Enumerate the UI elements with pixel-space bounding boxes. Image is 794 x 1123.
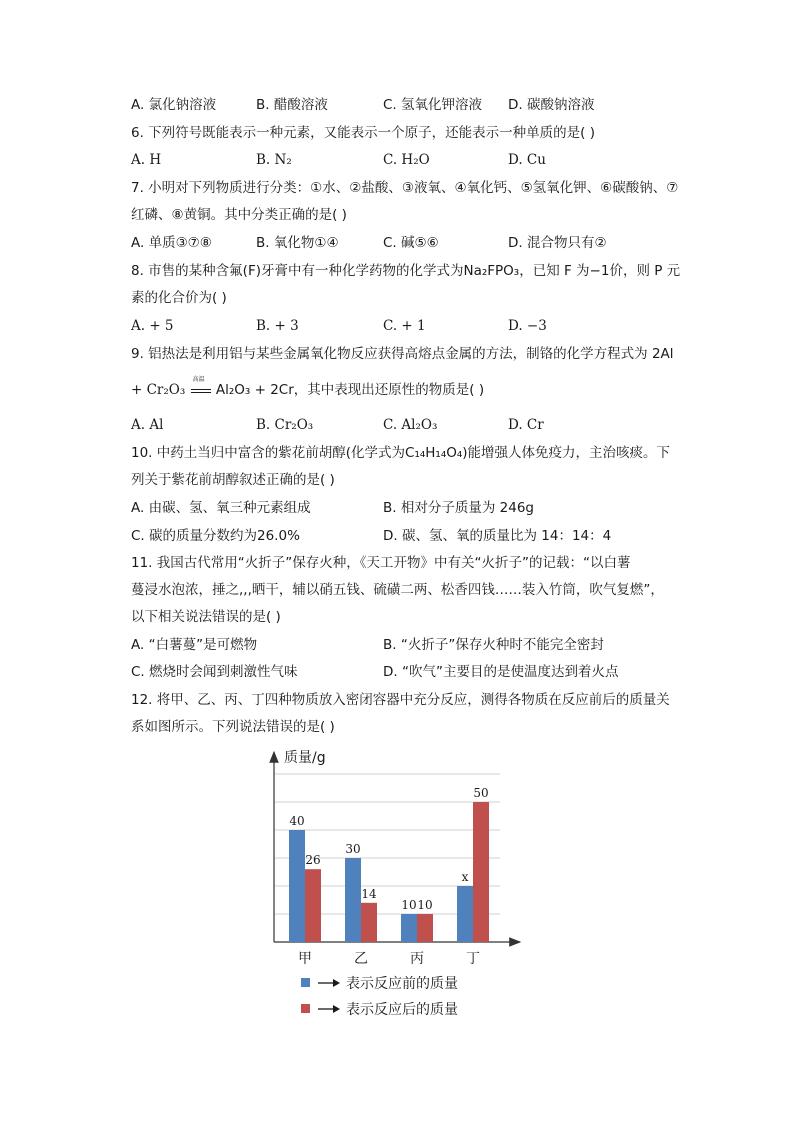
bar-after-2 <box>417 914 433 942</box>
q10-stem-line2: 列关于紫花前胡醇叙述正确的是( ) <box>131 472 335 488</box>
q7-option-a: A. 单质③⑦⑧ <box>131 235 212 251</box>
q8-option-d: D. −3 <box>508 318 547 334</box>
q9-equation-left: + Cr₂O₃ <box>131 382 186 398</box>
q10-option-c: C. 碳的质量分数约为26.0% <box>131 528 300 544</box>
legend-swatch <box>301 978 310 987</box>
q11-stem-line2: 蔓浸水泡浓，捶之,,,晒干，辅以硝五钱、硫磺二两、松香四钱……装入竹筒，吹气复燃”， <box>131 582 664 598</box>
q6-stem: 6. 下列符号既能表示一种元素，又能表示一个原子，还能表示一种单质的是( ) <box>131 125 595 141</box>
q9-option-c: C. Al₂O₃ <box>383 417 438 433</box>
q9-option-a: A. Al <box>131 417 164 433</box>
q10-option-a: A. 由碳、氢、氧三种元素组成 <box>131 500 311 516</box>
q6-option-a: A. H <box>131 152 162 168</box>
q6-option-c: C. H₂O <box>383 152 430 168</box>
bar-data-label: x <box>461 870 469 884</box>
q12-stem-line2: 系如图所示。下列说法错误的是( ) <box>131 719 335 735</box>
category-label: 丙 <box>410 951 424 967</box>
q10-option-b: B. 相对分子质量为 246g <box>383 500 534 516</box>
legend-label: 表示反应前的质量 <box>346 976 458 992</box>
q9-equation-right: Al₂O₃ + 2Cr，其中表现出还原性的物质是( ) <box>215 382 485 398</box>
bar-before-3 <box>457 886 473 942</box>
bar-after-3 <box>473 802 489 942</box>
bar-before-1 <box>345 858 361 942</box>
q11-option-a: A. “白薯蔓”是可燃物 <box>131 637 258 653</box>
legend-arrow-head <box>333 979 340 987</box>
q11-stem-line1: 11. 我国古代常用“火折子”保存火种，《天工开物》中有关“火折子”的记载：“以白薯 <box>131 555 631 571</box>
bar-after-0 <box>305 869 321 942</box>
q8-stem-line2: 素的化合价为( ) <box>131 290 227 306</box>
q5-option-d: D. 碳酸钠溶液 <box>508 97 595 113</box>
bar-data-label: 26 <box>305 853 321 868</box>
bar-data-label: 40 <box>289 814 305 828</box>
q6-option-d: D. Cu <box>508 152 546 168</box>
legend-swatch <box>301 1004 310 1013</box>
bar-after-1 <box>361 903 377 942</box>
q8-option-c: C. + 1 <box>383 318 426 334</box>
q5-option-b: B. 醋酸溶液 <box>256 97 328 113</box>
q7-stem-line1: 7. 小明对下列物质进行分类：①水、②盐酸、③液氧、④氧化钙、⑤氢氧化钾、⑥碳酸钠、⑦ <box>131 180 679 196</box>
bar-data-label: 10 <box>401 898 417 912</box>
legend-label: 表示反应后的质量 <box>346 1002 458 1018</box>
q6-option-b: B. N₂ <box>256 152 292 168</box>
bar-data-label: 30 <box>345 842 361 856</box>
q8-option-b: B. + 3 <box>256 318 299 334</box>
q7-option-d: D. 混合物只有② <box>508 235 607 251</box>
q9-condition-label: 高温 <box>192 375 205 383</box>
q10-stem-line1: 10. 中药土当归中富含的紫花前胡醇(化学式为C₁₄H₁₄O₄)能增强人体免疫力，主治咳痰。下 <box>131 445 671 461</box>
bar-before-0 <box>289 830 305 942</box>
bar-data-label: 10 <box>417 898 433 912</box>
q9-stem-line1: 9. 铝热法是利用铝与某些金属氧化物反应获得高熔点金属的方法，制铬的化学方程式为 2Al <box>131 346 674 362</box>
q8-option-a: A. + 5 <box>131 318 174 334</box>
q11-option-d: D. “吹气”主要目的是使温度达到着火点 <box>383 664 619 680</box>
y-axis-label: 质量/g <box>284 750 326 766</box>
q7-stem-line2: 红磷、⑧黄铜。其中分类正确的是( ) <box>131 207 347 223</box>
category-label: 丁 <box>466 951 480 967</box>
q7-option-c: C. 碱⑤⑥ <box>383 235 439 251</box>
q11-option-c: C. 燃烧时会闻到刺激性气味 <box>131 664 298 680</box>
q5-option-a: A. 氯化钠溶液 <box>131 97 217 113</box>
legend-arrow-head <box>333 1005 340 1013</box>
q5-option-c: C. 氢氧化钾溶液 <box>383 97 483 113</box>
q11-stem-line3: 以下相关说法错误的是( ) <box>131 609 281 625</box>
bar-data-label: 14 <box>361 886 377 901</box>
q7-option-b: B. 氧化物①④ <box>256 235 339 251</box>
bar-data-label: 50 <box>473 786 489 800</box>
q10-option-d: D. 碳、氢、氧的质量比为 14：14：4 <box>383 528 612 544</box>
q9-option-d: D. Cr <box>508 417 544 433</box>
category-label: 甲 <box>298 951 312 967</box>
q12-stem-line1: 12. 将甲、乙、丙、丁四种物质放入密闭容器中充分反应，测得各物质在反应前后的质量关 <box>131 692 670 708</box>
q11-option-b: B. “火折子”保存火种时不能完全密封 <box>383 637 604 653</box>
q8-stem-line1: 8. 市售的某种含氟(F)牙膏中有一种化学药物的化学式为Na₂FPO₃，已知 F 为−1价，则 P 元 <box>131 263 681 279</box>
q9-option-b: B. Cr₂O₃ <box>256 417 314 433</box>
category-label: 乙 <box>354 951 368 967</box>
bar-before-2 <box>401 914 417 942</box>
